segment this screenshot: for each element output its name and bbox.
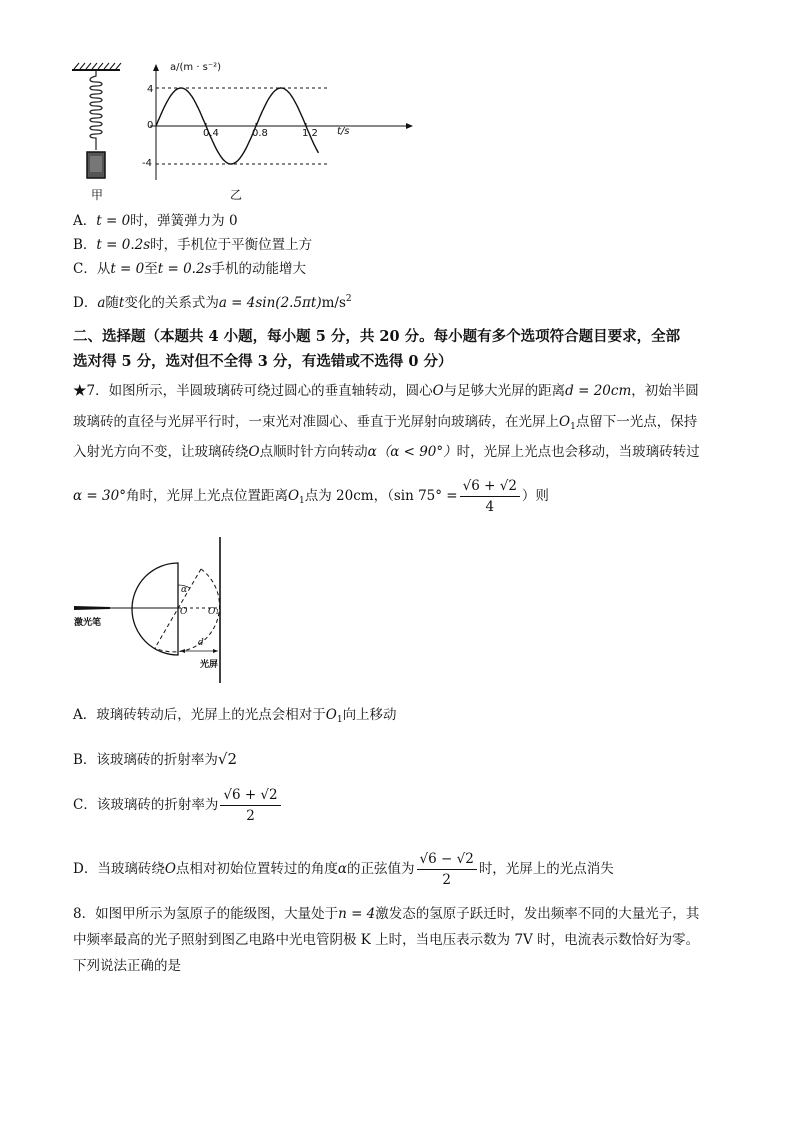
q7-line3: 入射光方向不变，让玻璃砖绕O点顺时针方向转动α（α < 90°）时，光屏上光点也会移动，当玻璃砖转过 [73, 444, 700, 460]
sin75-fraction: $\frac{√6 + √2}{4}$ [460, 476, 520, 517]
q8-line2: 中频率最高的光子照射到图乙电路中光电管阴极 K 上时，当电压表示数为 7V 时，电流表示数恰好为零。 [73, 932, 700, 948]
x-tick-0.8: 0.8 [252, 128, 268, 139]
acceleration-time-graph [140, 62, 420, 202]
y-tick-minus4: -4 [142, 158, 152, 169]
sine-fraction-d: $\frac{√6 - √2}{2}$ [417, 849, 477, 890]
label-yi: 乙 [230, 188, 243, 202]
x-tick-1.2: 1.2 [302, 128, 318, 139]
y-axis-label: a/(m · s⁻²) [170, 62, 222, 73]
q7-option-c[interactable]: C．该玻璃砖的折射率为 $\frac{√6 + √2}{2}$ [73, 782, 283, 828]
q6-option-a[interactable]: A．t = 0时，弹簧弹力为 0 [73, 213, 238, 229]
x-tick-0.4: 0.4 [203, 128, 219, 139]
x-axis-label: t/s [337, 126, 350, 137]
q8-line3: 下列说法正确的是 [73, 958, 181, 974]
q6-option-c[interactable]: C．从t = 0至t = 0.2s手机的动能增大 [73, 261, 306, 277]
label-jia: 甲 [91, 188, 104, 202]
q7-line2: 玻璃砖的直径与光屏平行时，一束光对准圆心、垂直于光屏射向玻璃砖，在光屏上$O_1$点留下一光点，保持 [73, 414, 698, 432]
refraction-fraction-c: $\frac{√6 + √2}{2}$ [220, 785, 280, 826]
q7-option-b[interactable]: B．该玻璃砖的折射率为√2 [73, 750, 238, 768]
label-O: O [180, 607, 188, 617]
label-d: d [198, 638, 204, 648]
figure-spring-graph [70, 62, 370, 202]
q7-line1: ★7．如图所示，半圆玻璃砖可绕过圆心的垂直轴转动，圆心O与足够大光屏的距离d = 20cm，初始半圆 [73, 383, 699, 399]
q7-option-a[interactable]: A．玻璃砖转动后，光屏上的光点会相对于$O_1$向上移动 [73, 707, 397, 725]
q7-option-d[interactable]: D．当玻璃砖绕O点相对初始位置转过的角度α的正弦值为 $\frac{√6 - √2}{2}$ 时，光屏上的光点消失 [73, 851, 614, 888]
q7-figure [70, 535, 270, 685]
y-tick-4: 4 [147, 84, 154, 95]
q6-option-b[interactable]: B．t = 0.2s时，手机位于平衡位置上方 [73, 237, 313, 253]
q8-line1: 8．如图甲所示为氢原子的能级图，大量处于n = 4激发态的氢原子跃迁时，发出频率不同的大量光子，其 [73, 906, 700, 922]
label-laser: 激光笔 [74, 618, 102, 628]
label-screen: 光屏 [200, 660, 219, 670]
section2-heading-line1: 二、选择题（本题共 4 小题，每小题 5 分，共 20 分。每小题有多个选项符合题目要求，全部 [73, 328, 681, 345]
section2-heading-line2: 选对得 5 分，选对但不全得 3 分，有选错或不选得 0 分） [73, 353, 453, 370]
q7-line4: α = 30°角时，光屏上光点位置距离$O_1$点为 20cm，（sin 75° = $\frac{√6 + √2}{4}$ ）则 [73, 478, 549, 515]
y-tick-0: 0 [147, 120, 154, 131]
label-O1: O1 [208, 607, 220, 617]
semicircle-glass-diagram [70, 535, 270, 685]
label-alpha: α [181, 585, 188, 595]
q6-option-d[interactable]: D．a随t变化的关系式为$a = 4\sin(2.5\pi t)m/s^2$ [73, 294, 352, 311]
